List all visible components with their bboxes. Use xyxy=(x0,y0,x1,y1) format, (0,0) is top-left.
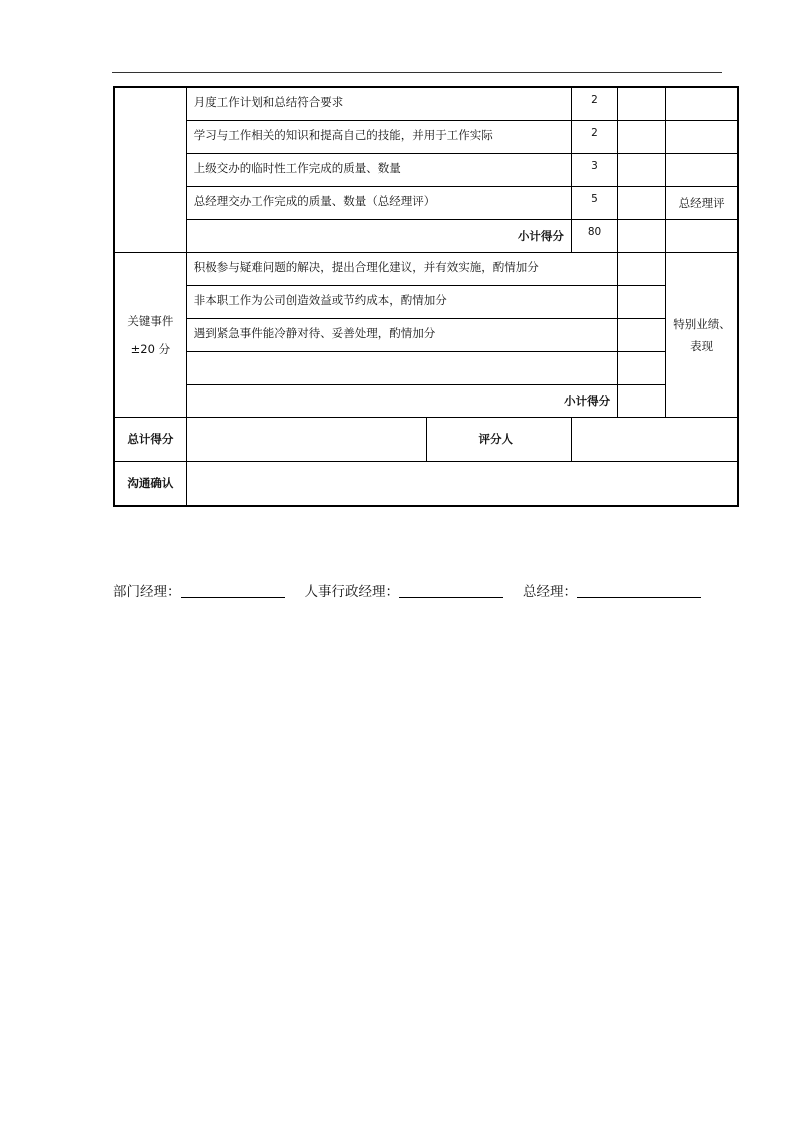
key-events-note xyxy=(666,252,738,417)
category-cell-blank xyxy=(114,87,186,252)
rater-label-text: 评分人 xyxy=(478,432,513,446)
subtotal-note-cell xyxy=(666,219,738,252)
criteria-item: 学习与工作相关的知识和提高自己的技能，并用于工作实际 xyxy=(186,120,571,153)
signature-section xyxy=(113,580,733,600)
criteria-item: 总经理交办工作完成的质量、数量（总经理评） xyxy=(186,186,571,219)
total-score-field[interactable] xyxy=(186,417,427,461)
key-event-item: 积极参与疑难问题的解决，提出合理化建议，并有效实施，酌情加分 xyxy=(186,252,617,285)
key-event-item: 非本职工作为公司创造效益或节约成本，酌情加分 xyxy=(186,285,617,318)
total-row xyxy=(114,417,738,461)
key-event-score-cell[interactable] xyxy=(618,285,666,318)
dept-manager-label: 部门经理： xyxy=(113,584,181,600)
table-row xyxy=(114,252,738,285)
header-rule xyxy=(112,72,722,73)
key-event-score-cell[interactable] xyxy=(618,252,666,285)
note-cell xyxy=(666,120,738,153)
subtotal-label: 小计得分 xyxy=(186,219,571,252)
table-row xyxy=(114,351,738,384)
key-events-category xyxy=(114,252,186,417)
communication-label: 沟通确认 xyxy=(114,461,186,506)
table-row xyxy=(114,87,738,120)
note-cell xyxy=(666,87,738,120)
score-value: 3 xyxy=(571,153,617,186)
total-score-label: 总计得分 xyxy=(114,417,186,461)
table-row xyxy=(114,186,738,219)
key-events-note-line1: 特别业绩、 xyxy=(673,316,731,331)
actual-score-cell[interactable] xyxy=(618,153,666,186)
table-row xyxy=(114,318,738,351)
score-value: 5 xyxy=(571,186,617,219)
note-cell: 总经理评 xyxy=(666,186,738,219)
criteria-item: 上级交办的临时性工作完成的质量、数量 xyxy=(186,153,571,186)
subtotal-score: 80 xyxy=(571,219,617,252)
rater-field[interactable] xyxy=(571,417,738,461)
general-manager-signature-line[interactable] xyxy=(577,583,701,598)
score-value: 2 xyxy=(571,120,617,153)
subtotal-row xyxy=(114,219,738,252)
communication-field[interactable] xyxy=(186,461,738,506)
table-row xyxy=(114,120,738,153)
criteria-item: 月度工作计划和总结符合要求 xyxy=(186,87,571,120)
key-events-subtotal-cell[interactable] xyxy=(618,384,666,417)
key-events-subtotal-label: 小计得分 xyxy=(186,384,617,417)
hr-manager-signature-line[interactable] xyxy=(399,583,503,598)
table-row xyxy=(114,285,738,318)
key-event-score-cell[interactable] xyxy=(618,318,666,351)
actual-score-cell[interactable] xyxy=(618,186,666,219)
key-events-note-line2: 表现 xyxy=(690,338,714,353)
actual-score-cell[interactable] xyxy=(618,87,666,120)
note-cell xyxy=(666,153,738,186)
dept-manager-signature-line[interactable] xyxy=(181,583,285,598)
table-row xyxy=(114,153,738,186)
general-manager-label: 总经理： xyxy=(523,584,577,600)
score-value: 2 xyxy=(571,87,617,120)
key-events-title: 关键事件 xyxy=(127,313,174,328)
rater-label xyxy=(427,417,571,461)
actual-score-cell[interactable] xyxy=(618,120,666,153)
subtotal-row xyxy=(114,384,738,417)
key-event-item: 遇到紧急事件能冷静对待、妥善处理，酌情加分 xyxy=(186,318,617,351)
subtotal-actual-cell[interactable] xyxy=(618,219,666,252)
performance-evaluation-table xyxy=(113,86,739,507)
key-event-blank-item[interactable] xyxy=(186,351,617,384)
hr-manager-label: 人事行政经理： xyxy=(304,584,399,600)
key-event-score-cell[interactable] xyxy=(618,351,666,384)
communication-row xyxy=(114,461,738,506)
key-events-points: ±20 分 xyxy=(130,341,171,356)
